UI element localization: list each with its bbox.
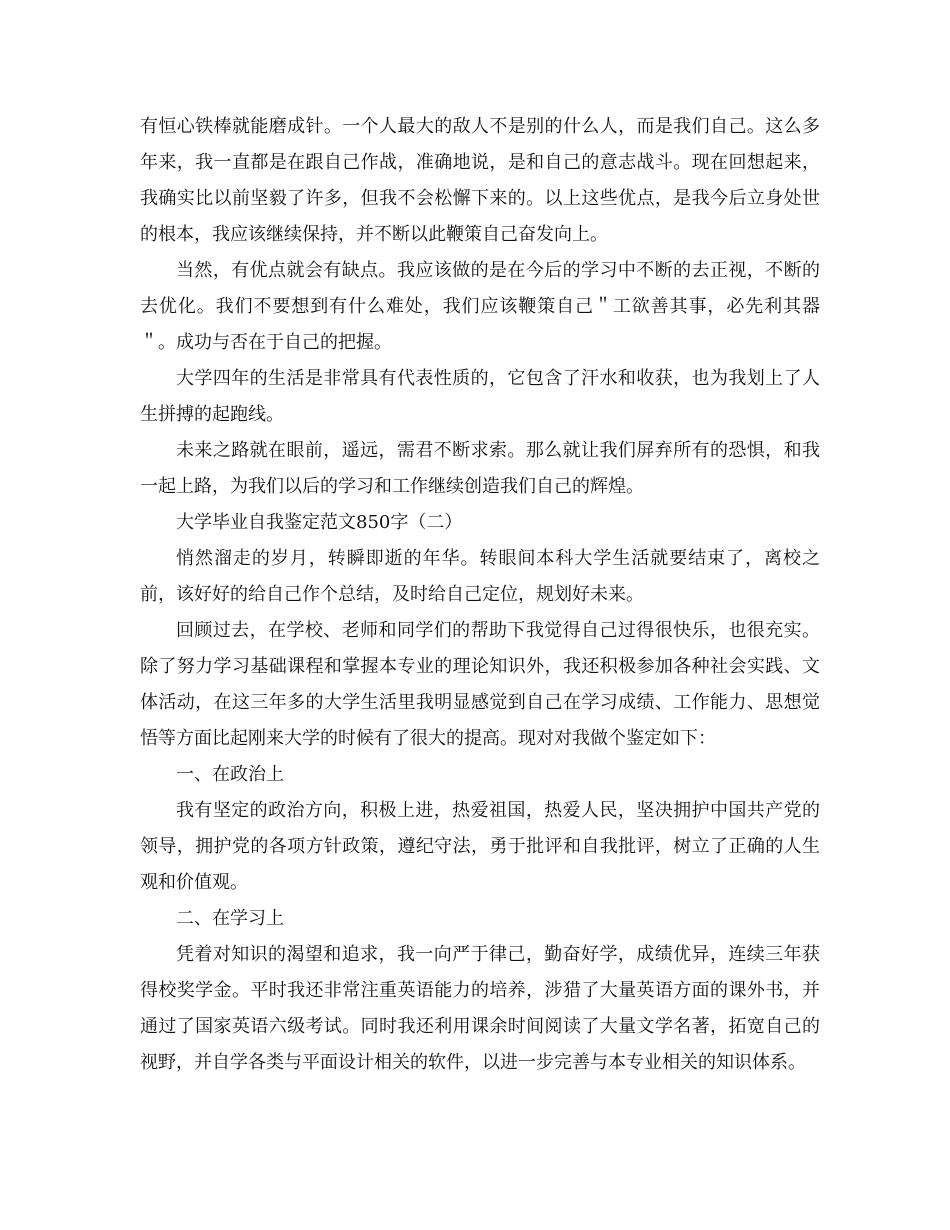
paragraph-continuation: 有恒心铁棒就能磨成针。一个人最大的敌人不是别的什么人，而是我们自己。这么多年来，我一直都是在跟自己作战，准确地说，是和自己的意志战斗。现在回想起来，我确实比以前坚毅了许多，但我不会松懈下来的。以上这些优点，是我今后立身处世的根本，我应该继续保持，并不断以此鞭策自己奋发向上。 xyxy=(140,116,820,245)
paragraph-review: 回顾过去，在学校、老师和同学们的帮助下我觉得自己过得很快乐，也很充实。除了努力学习基础课程和掌握本专业的理论知识外，我还积极参加各种社会实践、文体活动，在这三年多的大学生活里我明显感觉到自己在学习成绩、工作能力、思想觉悟等方面比起刚来大学的时候有了很大的提高。现对对我做个鉴定如下： xyxy=(140,620,820,749)
section-heading-sample-two: 大学毕业自我鉴定范文850字（二） xyxy=(176,512,463,533)
paragraph-shortcomings: 当然，有优点就会有缺点。我应该做的是在今后的学习中不断的去正视，不断的去优化。我们不要想到有什么难处，我们应该鞭策自己＂工欲善其事，必先利其器＂。成功与否在于自己的把握。 xyxy=(140,260,820,353)
paragraph-study: 凭着对知识的渴望和追求，我一向严于律己，勤奋好学，成绩优异，连续三年获得校奖学金。平时我还非常注重英语能力的培养，涉猎了大量英语方面的课外书，并通过了国家英语六级考试。同时我还利用课余时间阅读了大量文学名著，拓宽自己的视野，并自学各类与平面设计相关的软件，以进一步完善与本专业相关的知识体系。 xyxy=(140,944,820,1073)
paragraph-university-life: 大学四年的生活是非常具有代表性质的，它包含了汗水和收获，也为我划上了人生拼搏的起跑线。 xyxy=(140,368,820,425)
document-body xyxy=(140,109,820,1081)
subheading-politics: 一、在政治上 xyxy=(176,764,284,785)
paragraph-time-passing: 悄然溜走的岁月，转瞬即逝的年华。转眼间本科大学生活就要结束了，离校之前，该好好的给自己作个总结，及时给自己定位，规划好未来。 xyxy=(140,548,820,605)
subheading-study: 二、在学习上 xyxy=(176,908,284,929)
paragraph-politics: 我有坚定的政治方向，积极上进，热爱祖国，热爱人民，坚决拥护中国共产党的领导，拥护党的各项方针政策，遵纪守法，勇于批评和自我批评，树立了正确的人生观和价值观。 xyxy=(140,800,820,893)
paragraph-future: 未来之路就在眼前，遥远，需君不断求索。那么就让我们屏弃所有的恐惧，和我一起上路，为我们以后的学习和工作继续创造我们自己的辉煌。 xyxy=(140,440,820,497)
